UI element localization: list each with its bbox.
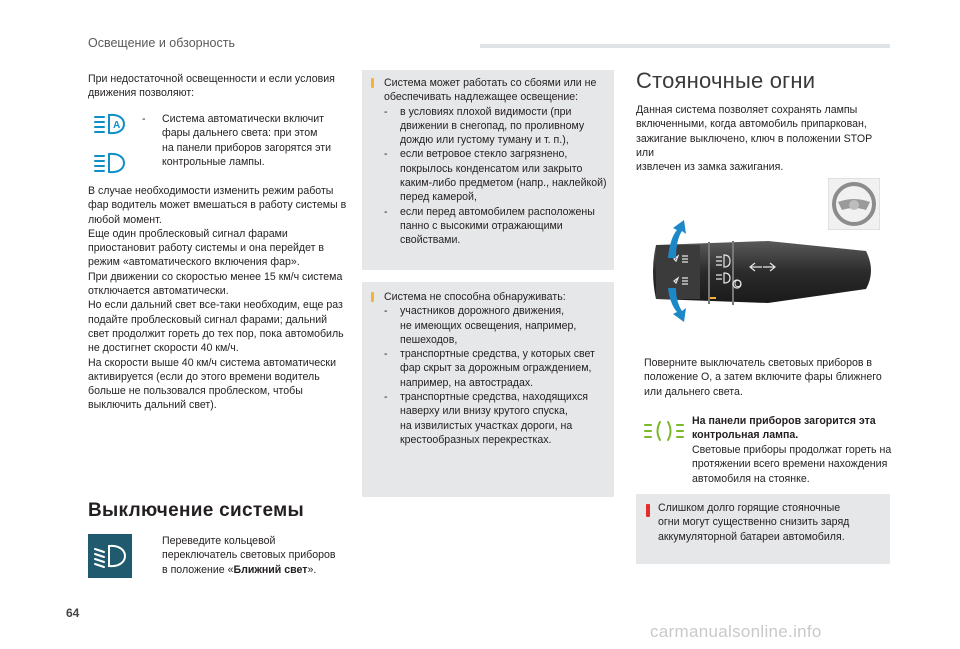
rotate-down-arrow-icon: [664, 288, 690, 322]
disable-heading: Выключение системы: [88, 500, 304, 521]
note-box-1: [362, 70, 614, 270]
section-title: Освещение и обзорность: [88, 36, 235, 50]
note-box-2: [362, 282, 614, 497]
icon-note-dash: -: [142, 113, 146, 125]
warning-box: [636, 494, 890, 564]
note2-text: Система не способна обнаруживать: - участников дорожного движения, не имеющих освещения, например, пешеходов, - транспортные средства, у которых свет фар скрыт за дорожным ограждением, например, на автострадах. - транспортные средства, находящихся наверху или внизу крутого спуска, на извилистых участках дороги, на крестообразных перекрестках.: [384, 291, 595, 446]
warning-icon: [646, 504, 650, 517]
header-divider: [480, 44, 890, 48]
step-instruction: Поверните выключатель световых приборов в положение O, а затем включите фары ближнего или дальнего света.: [644, 357, 882, 398]
stalk-o-label: O: [734, 279, 742, 290]
body-text: В случае необходимости изменить режим работы фар водитель может вмешаться в работу системы в любой момент. Еще один проблесковый сигнал фарами приостановит работу системы и она перейдет в режим «автоматического включения фар». При движении со скоростью менее 15 км/ч система отключается автоматически. Но если дальний свет все-таки необходим, еще раз подайте проблесковый сигнал фарами; дальний свет продолжит гореть до тех пор, пока автомобиль не достигнет скорости 40 км/ч. На скорости выше 40 км/ч система автоматически активируется (если до этого времени водитель больше не пользовался проблеском, чтобы выключить дальний свет).: [88, 185, 347, 412]
disable-instruction: Переведите кольцевой переключатель световых приборов в положение «Ближний свет».: [162, 535, 336, 576]
auto-high-beam-icon: [94, 113, 128, 135]
intro-text: При недостаточной освещенности и если условия движения позволяют:: [88, 73, 335, 100]
lamp-text: Световые приборы продолжат гореть на протяжении всего времени нахождения автомобиля на стоянке.: [692, 444, 892, 485]
parking-intro: Данная система позволяет сохранять лампы включенными, когда автомобиль припаркован, зажигание выключено, ключ в положении STOP или извлечен из замка зажигания.: [636, 104, 873, 174]
lamp-heading: На панели приборов загорится эта контрольная лампа.: [692, 415, 876, 442]
note-icon: [371, 292, 374, 302]
note1-text: Система может работать со сбоями или не обеспечивать надлежащее освещение: - в условиях плохой видимости (при движении в снегопад, по проливному дождю или густому туману и т. п.), - если ветровое стекло загрязнено, покрылось конденсатом или закрыто каким-либо предметом (напр., наклейкой) перед камерой, - если перед автомобилем расположены панно с высокими отражающими свойствами.: [384, 77, 607, 247]
parking-heading: Стояночные огни: [636, 68, 816, 93]
rotate-up-arrow-icon: [664, 220, 690, 260]
high-beam-icon: [94, 152, 128, 174]
warning-text: Слишком долго горящие стояночные огни могут существенно снизить заряд аккумуляторной батареи автомобиля.: [658, 502, 850, 543]
low-beam-icon: [88, 534, 132, 578]
note-icon: [371, 78, 374, 88]
watermark: carmanualsonline.info: [650, 622, 822, 641]
svg-text:A: A: [113, 120, 121, 131]
parking-lights-icon: [644, 418, 684, 444]
page-number: 64: [66, 606, 80, 620]
icon-note: Система автоматически включит фары дальнего света: при этом на панели приборов загорятся эти контрольные лампы.: [162, 113, 332, 168]
